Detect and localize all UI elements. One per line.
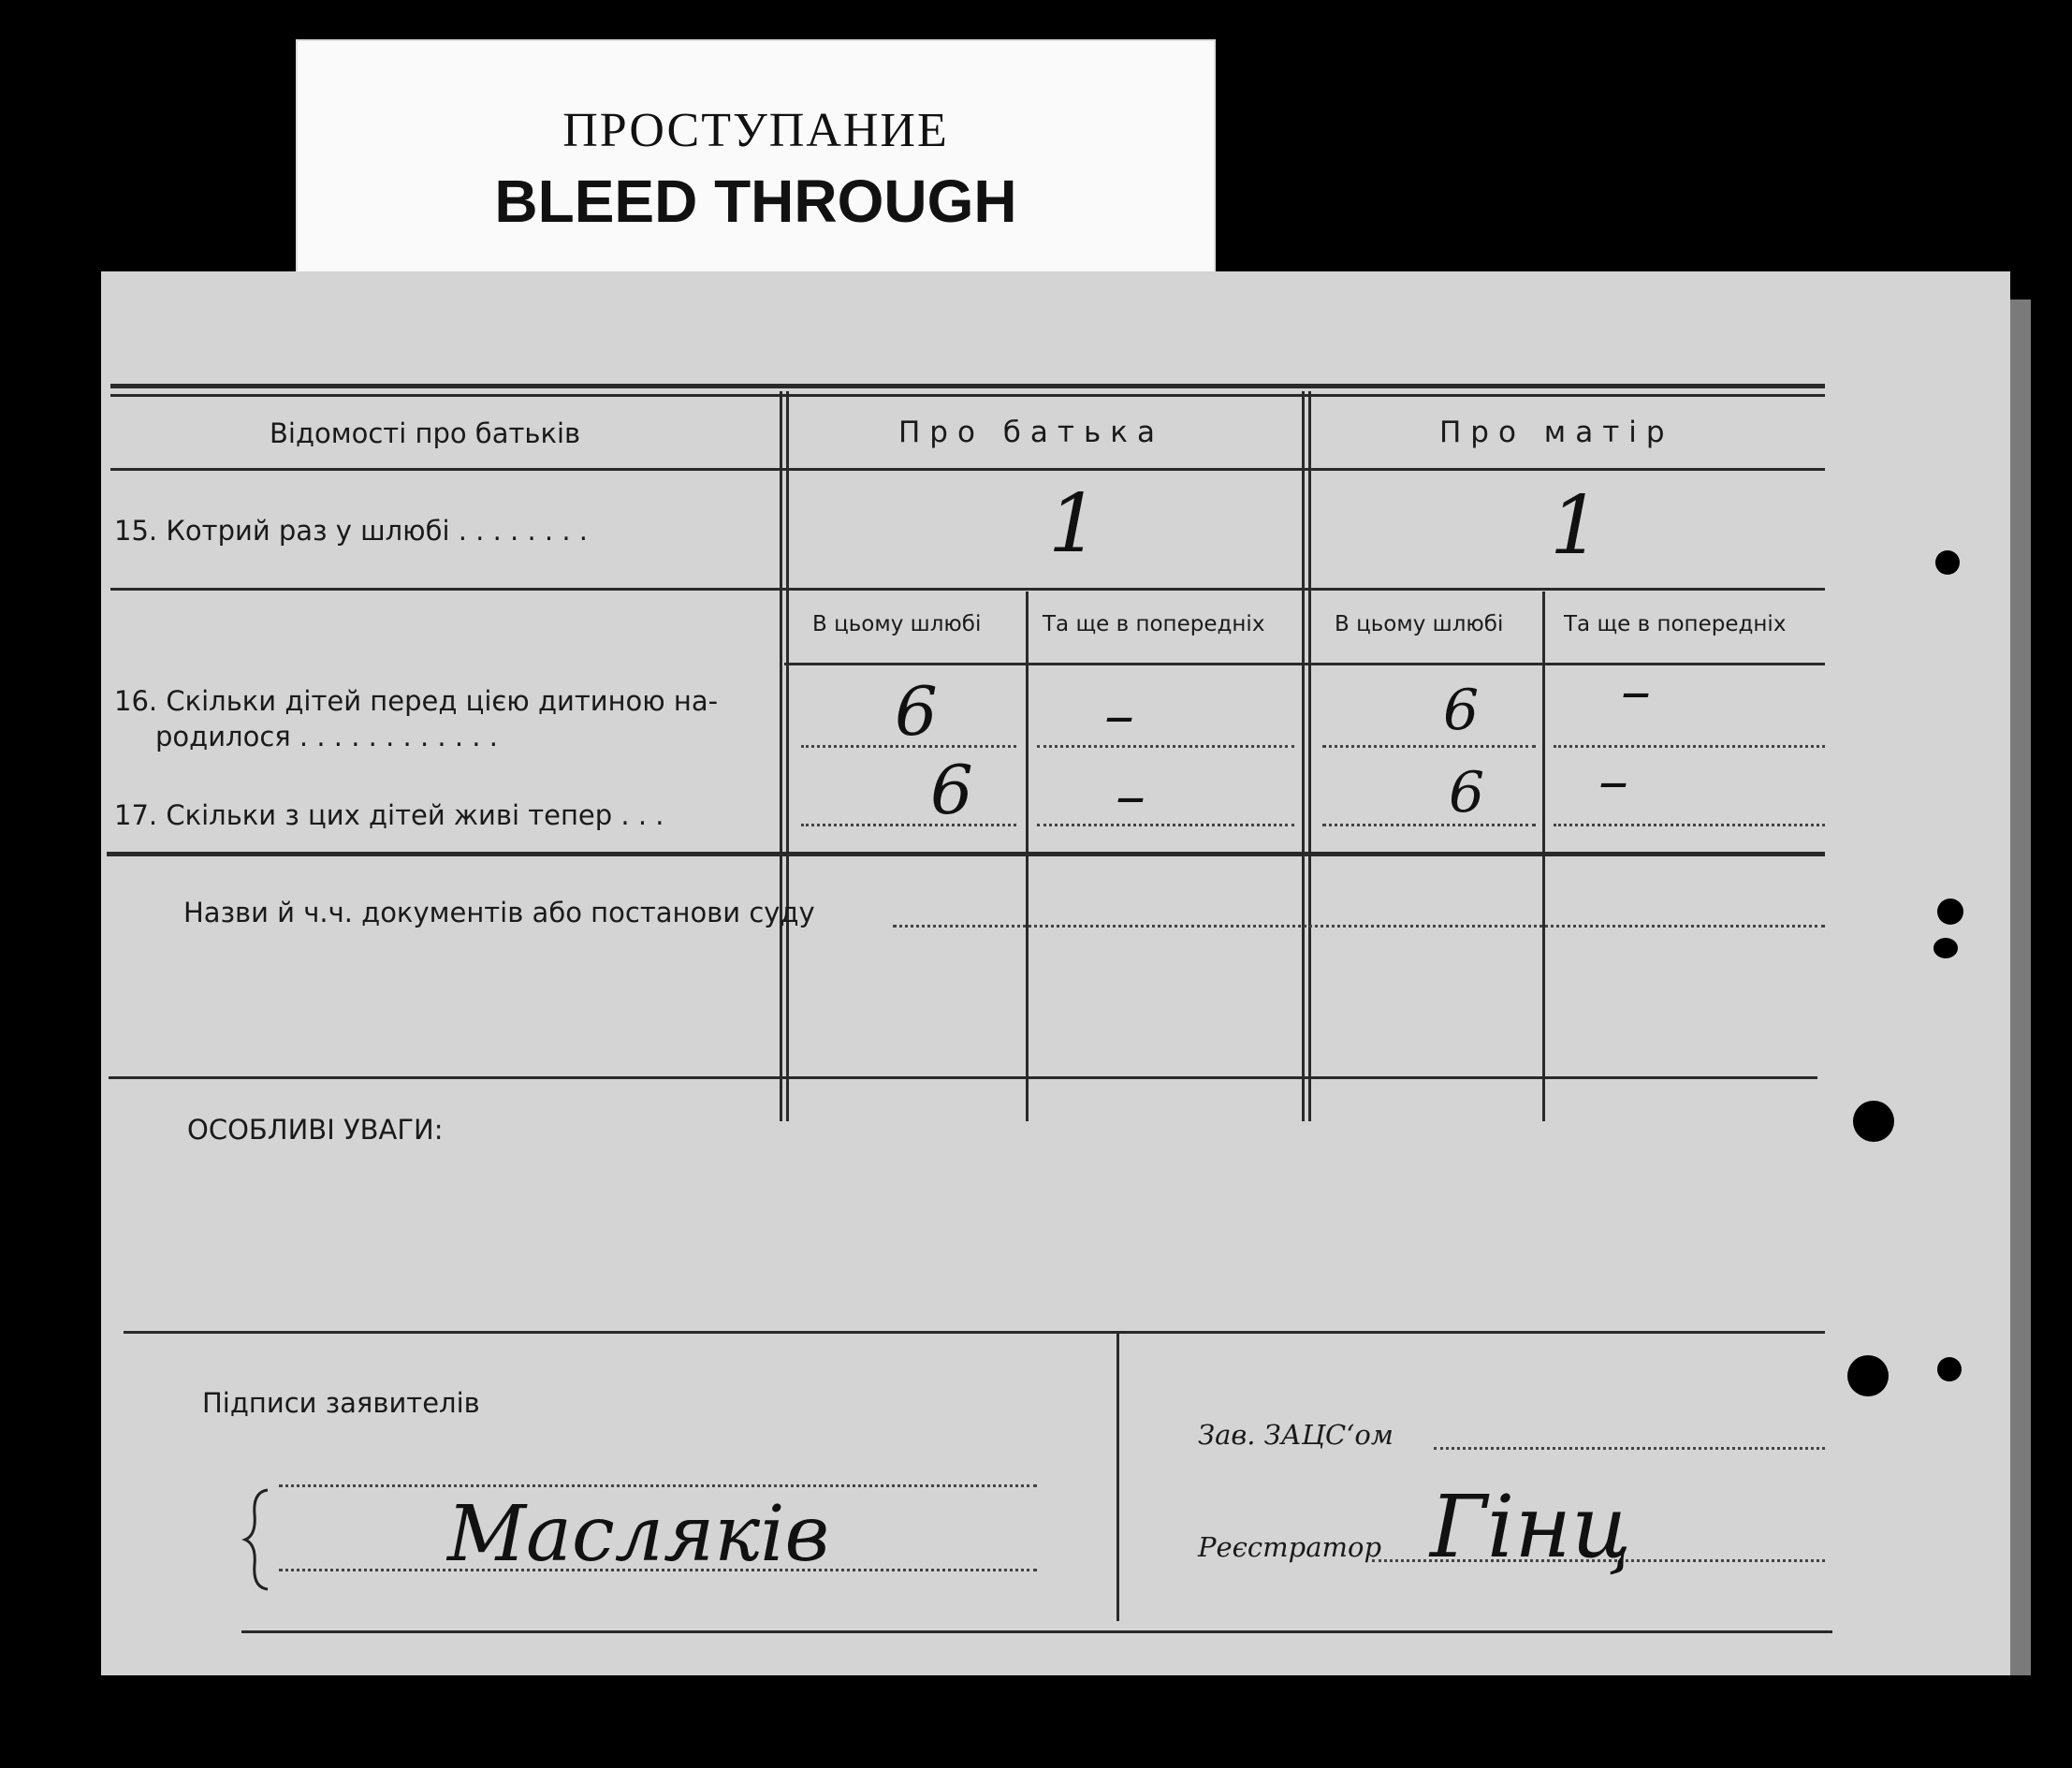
q17-mother-prev-line <box>1554 824 1825 826</box>
q16-label-line2: родилося . . . . . . . . . . . . <box>155 721 498 752</box>
q16-mother-this-line <box>1322 745 1536 748</box>
header-parents-info: Відомості про батьків <box>270 417 581 449</box>
subheader-mother-previous: Та ще в попередніх <box>1564 612 1787 636</box>
applicant-brace <box>243 1488 271 1591</box>
q17-father-this-value: 6 <box>930 751 973 829</box>
label-russian: ПРОСТУПАНИЕ <box>562 104 949 157</box>
q17-mother-this-value: 6 <box>1449 760 1485 826</box>
signatures-divider <box>1116 1331 1119 1621</box>
q16-mother-this-value: 6 <box>1443 678 1480 743</box>
subheader-father-this: В цьому шлюбі <box>812 612 982 636</box>
top-rule <box>110 384 1825 388</box>
col-divider-mid-2 <box>1308 391 1311 1121</box>
subheader-father-previous: Та ще в попередніх <box>1043 612 1265 636</box>
q17-father-prev-line <box>1037 824 1294 826</box>
punch-hole <box>1933 938 1958 958</box>
col-divider-left-2 <box>786 391 789 1121</box>
q15-mother-value: 1 <box>1550 479 1601 573</box>
punch-hole <box>1847 1355 1889 1396</box>
q15-bottom-rule <box>110 588 1825 591</box>
signature-line-1 <box>279 1484 1037 1487</box>
q16-father-prev-value: – <box>1104 681 1134 751</box>
col-divider-mid <box>1302 391 1305 1121</box>
subheader-bottom-rule <box>784 663 1825 665</box>
q16-father-prev-line <box>1037 745 1294 748</box>
registrar-signature: Гінц <box>1430 1477 1632 1577</box>
applicant-signature: Масляків <box>447 1490 830 1579</box>
q17-father-prev-value: – <box>1116 762 1145 831</box>
punch-hole <box>1853 1101 1894 1142</box>
q17-mother-prev-value: – <box>1598 747 1628 816</box>
col-divider-left <box>780 391 782 1121</box>
punch-hole <box>1937 1357 1962 1381</box>
bleed-through-label-card <box>296 39 1216 285</box>
header-bottom-rule <box>110 468 1825 471</box>
registrar-label: Реєстратор <box>1198 1531 1382 1563</box>
q16-father-this-value: 6 <box>895 672 938 751</box>
header-about-mother: Про матір <box>1439 416 1674 449</box>
sheet-edge-strip <box>2010 300 2031 1675</box>
header-about-father: Про батька <box>898 416 1164 449</box>
sheet-bottom-rule <box>241 1630 1832 1633</box>
subheader-mother-this: В цьому шлюбі <box>1335 612 1504 636</box>
table-bottom-rule <box>107 852 1825 856</box>
q16-label-line1: 16. Скільки дітей перед цією дитиною на- <box>114 685 719 717</box>
col-divider-mother-sub <box>1542 592 1545 1121</box>
documents-line <box>893 925 1825 928</box>
head-zags-line <box>1434 1447 1825 1450</box>
head-zags-label: Зав. ЗАЦС‘ом <box>1198 1419 1393 1451</box>
q15-label: 15. Котрий раз у шлюбі . . . . . . . . <box>114 515 588 547</box>
q16-mother-prev-line <box>1554 745 1825 748</box>
punch-hole <box>1935 550 1960 575</box>
col-divider-father-sub <box>1026 592 1029 1121</box>
documents-label: Назви й ч.ч. документів або постанови суду <box>183 897 815 928</box>
special-notes-label: ОСОБЛИВІ УВАГИ: <box>187 1114 444 1146</box>
punch-hole <box>1937 899 1963 925</box>
top-rule-2 <box>110 394 1825 397</box>
q17-mother-this-line <box>1322 824 1536 826</box>
q15-father-value: 1 <box>1048 477 1100 571</box>
form-sheet <box>101 271 2010 1675</box>
notes-top-rule <box>109 1076 1817 1079</box>
label-english: BLEED THROUGH <box>494 168 1017 235</box>
signatures-label: Підписи заявителів <box>202 1387 480 1419</box>
q17-label: 17. Скільки з цих дітей живі тепер . . . <box>114 799 664 831</box>
q17-father-this-line <box>801 824 1016 826</box>
signatures-top-rule <box>124 1331 1825 1334</box>
q16-mother-prev-value: – <box>1621 657 1651 726</box>
